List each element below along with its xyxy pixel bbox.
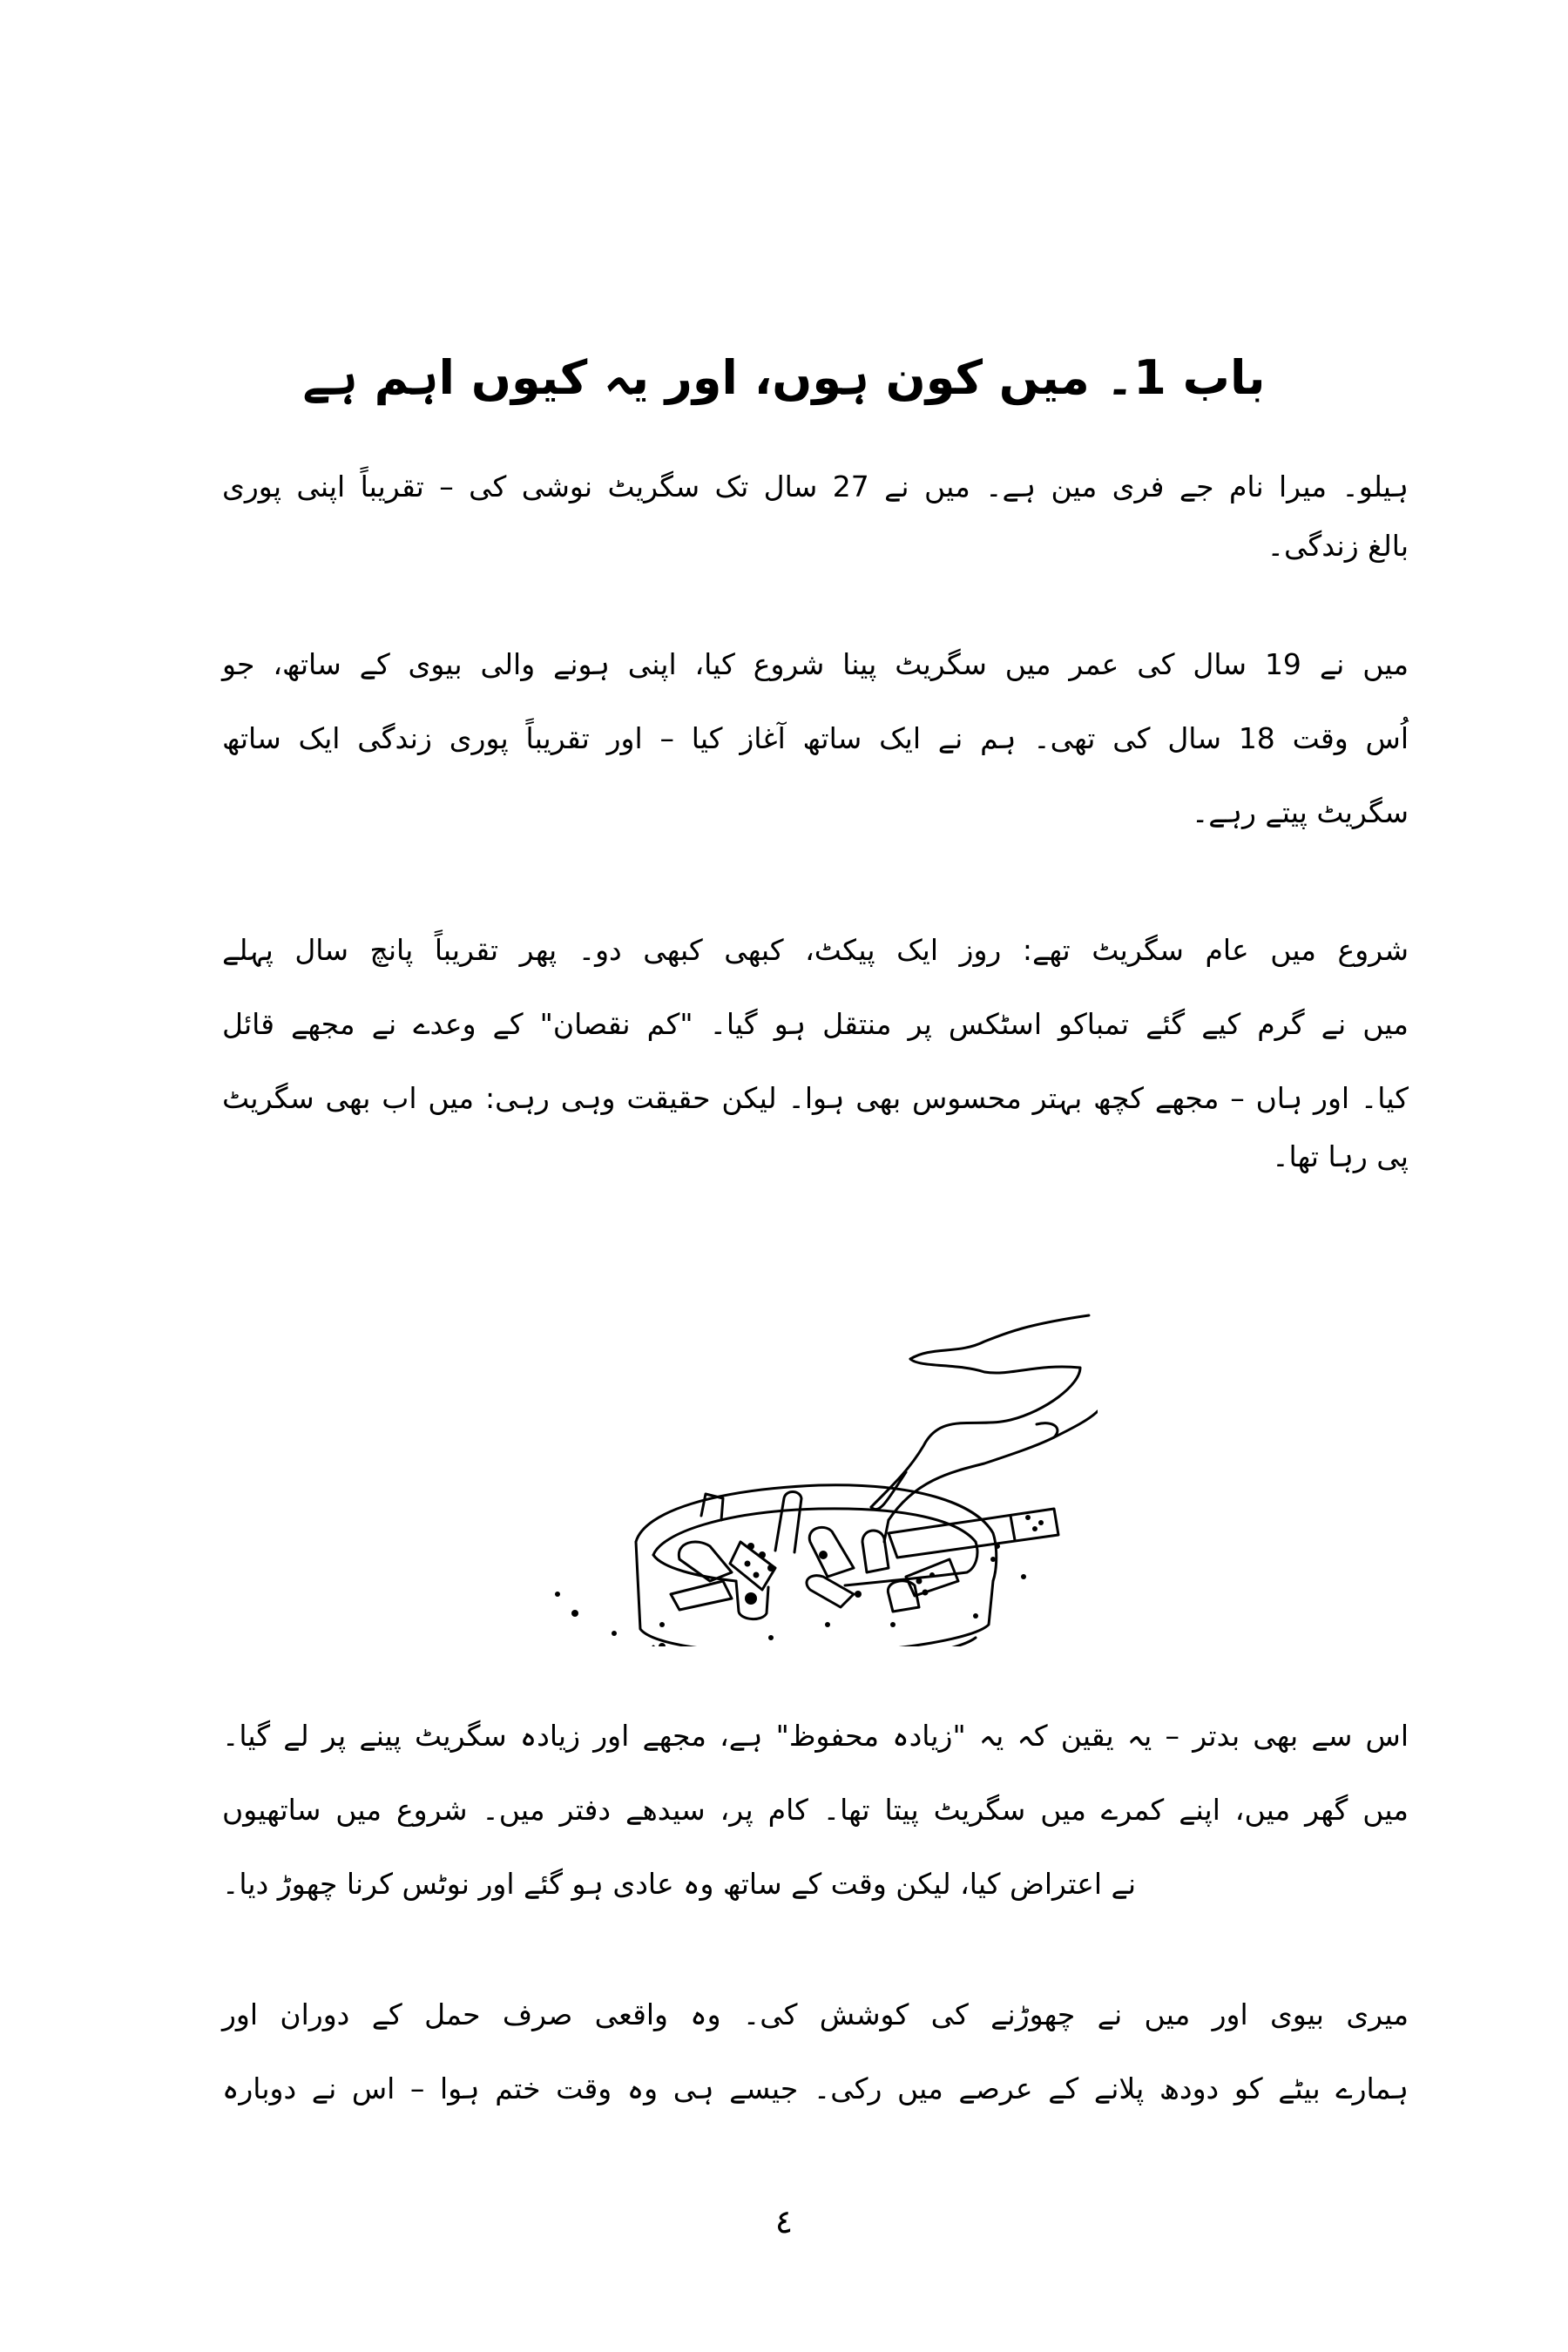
paragraph-line: ہمارے بیٹے کو دودھ پلانے کے عرصے میں رکی۔ جیسے ہی وہ وقت ختم ہوا – اس نے دوبارہ — [222, 2072, 1409, 2105]
paragraph-line: اُس وقت 18 سال کی تھی۔ ہم نے ایک ساتھ آغاز کیا – اور تقریباً پوری زندگی ایک ساتھ — [222, 721, 1409, 755]
paragraph-safer-belief — [222, 1699, 1409, 1921]
paragraph-intro — [222, 457, 1409, 576]
paragraph-line: اس سے بھی بدتر – یہ یقین کہ یہ "زیادہ محفوظ" ہے، مجھے اور زیادہ سگریٹ پینے پر لے گیا۔ — [222, 1719, 1409, 1753]
paragraph-line: میں گھر میں، اپنے کمرے میں سگریٹ پیتا تھا۔ کام پر، سیدھے دفتر میں۔ شروع میں ساتھیوں — [222, 1793, 1409, 1827]
paragraph-line: سگریٹ پیتے رہے۔ — [1191, 795, 1409, 829]
paragraph-line: کیا۔ اور ہاں – مجھے کچھ بہتر محسوس بھی ہوا۔ لیکن حقیقت وہی رہی: میں اب بھی سگریٹ — [222, 1081, 1409, 1115]
page-number: ٤ — [774, 2202, 794, 2240]
paragraph-line: میں نے گرم کیے گئے تمباکو اسٹکس پر منتقل ہو گیا۔ "کم نقصان" کے وعدے نے مجھے قائل — [222, 1007, 1409, 1041]
ashtray-icon — [523, 1281, 1098, 1646]
paragraph-line: میں نے 19 سال کی عمر میں سگریٹ پینا شروع کیا، اپنی ہونے والی بیوی کے ساتھ، جو — [222, 647, 1409, 681]
paragraph-line: شروع میں عام سگریٹ تھے: روز ایک پیکٹ، کبھی کبھی دو۔ پھر تقریباً پانچ سال پہلے — [222, 933, 1409, 967]
paragraph-start-smoking — [222, 627, 1409, 849]
ashtray-illustration — [523, 1281, 1098, 1646]
paragraph-line: میری بیوی اور میں نے چھوڑنے کی کوشش کی۔ وہ واقعی صرف حمل کے دوران اور — [222, 1997, 1409, 2031]
paragraph-line: ہیلو۔ میرا نام جے فری مین ہے۔ میں نے 27 سال تک سگریٹ نوشی کی – تقریباً اپنی پوری — [222, 470, 1409, 504]
paragraph-heated-tobacco — [222, 913, 1409, 1179]
paragraph-line: بالغ زندگی۔ — [1267, 529, 1409, 563]
ash-specks — [555, 1515, 1044, 1646]
paragraph-line: پی رہا تھا۔ — [1272, 1139, 1409, 1173]
paragraph-quit-attempt — [222, 1977, 1409, 2126]
chapter-title: باب 1۔ میں کون ہوں، اور یہ کیوں اہم ہے — [302, 350, 1266, 406]
paragraph-line: نے اعتراض کیا، لیکن وقت کے ساتھ وہ عادی ہو گئے اور نوٹس کرنا چھوڑ دیا۔ — [222, 1867, 1137, 1901]
